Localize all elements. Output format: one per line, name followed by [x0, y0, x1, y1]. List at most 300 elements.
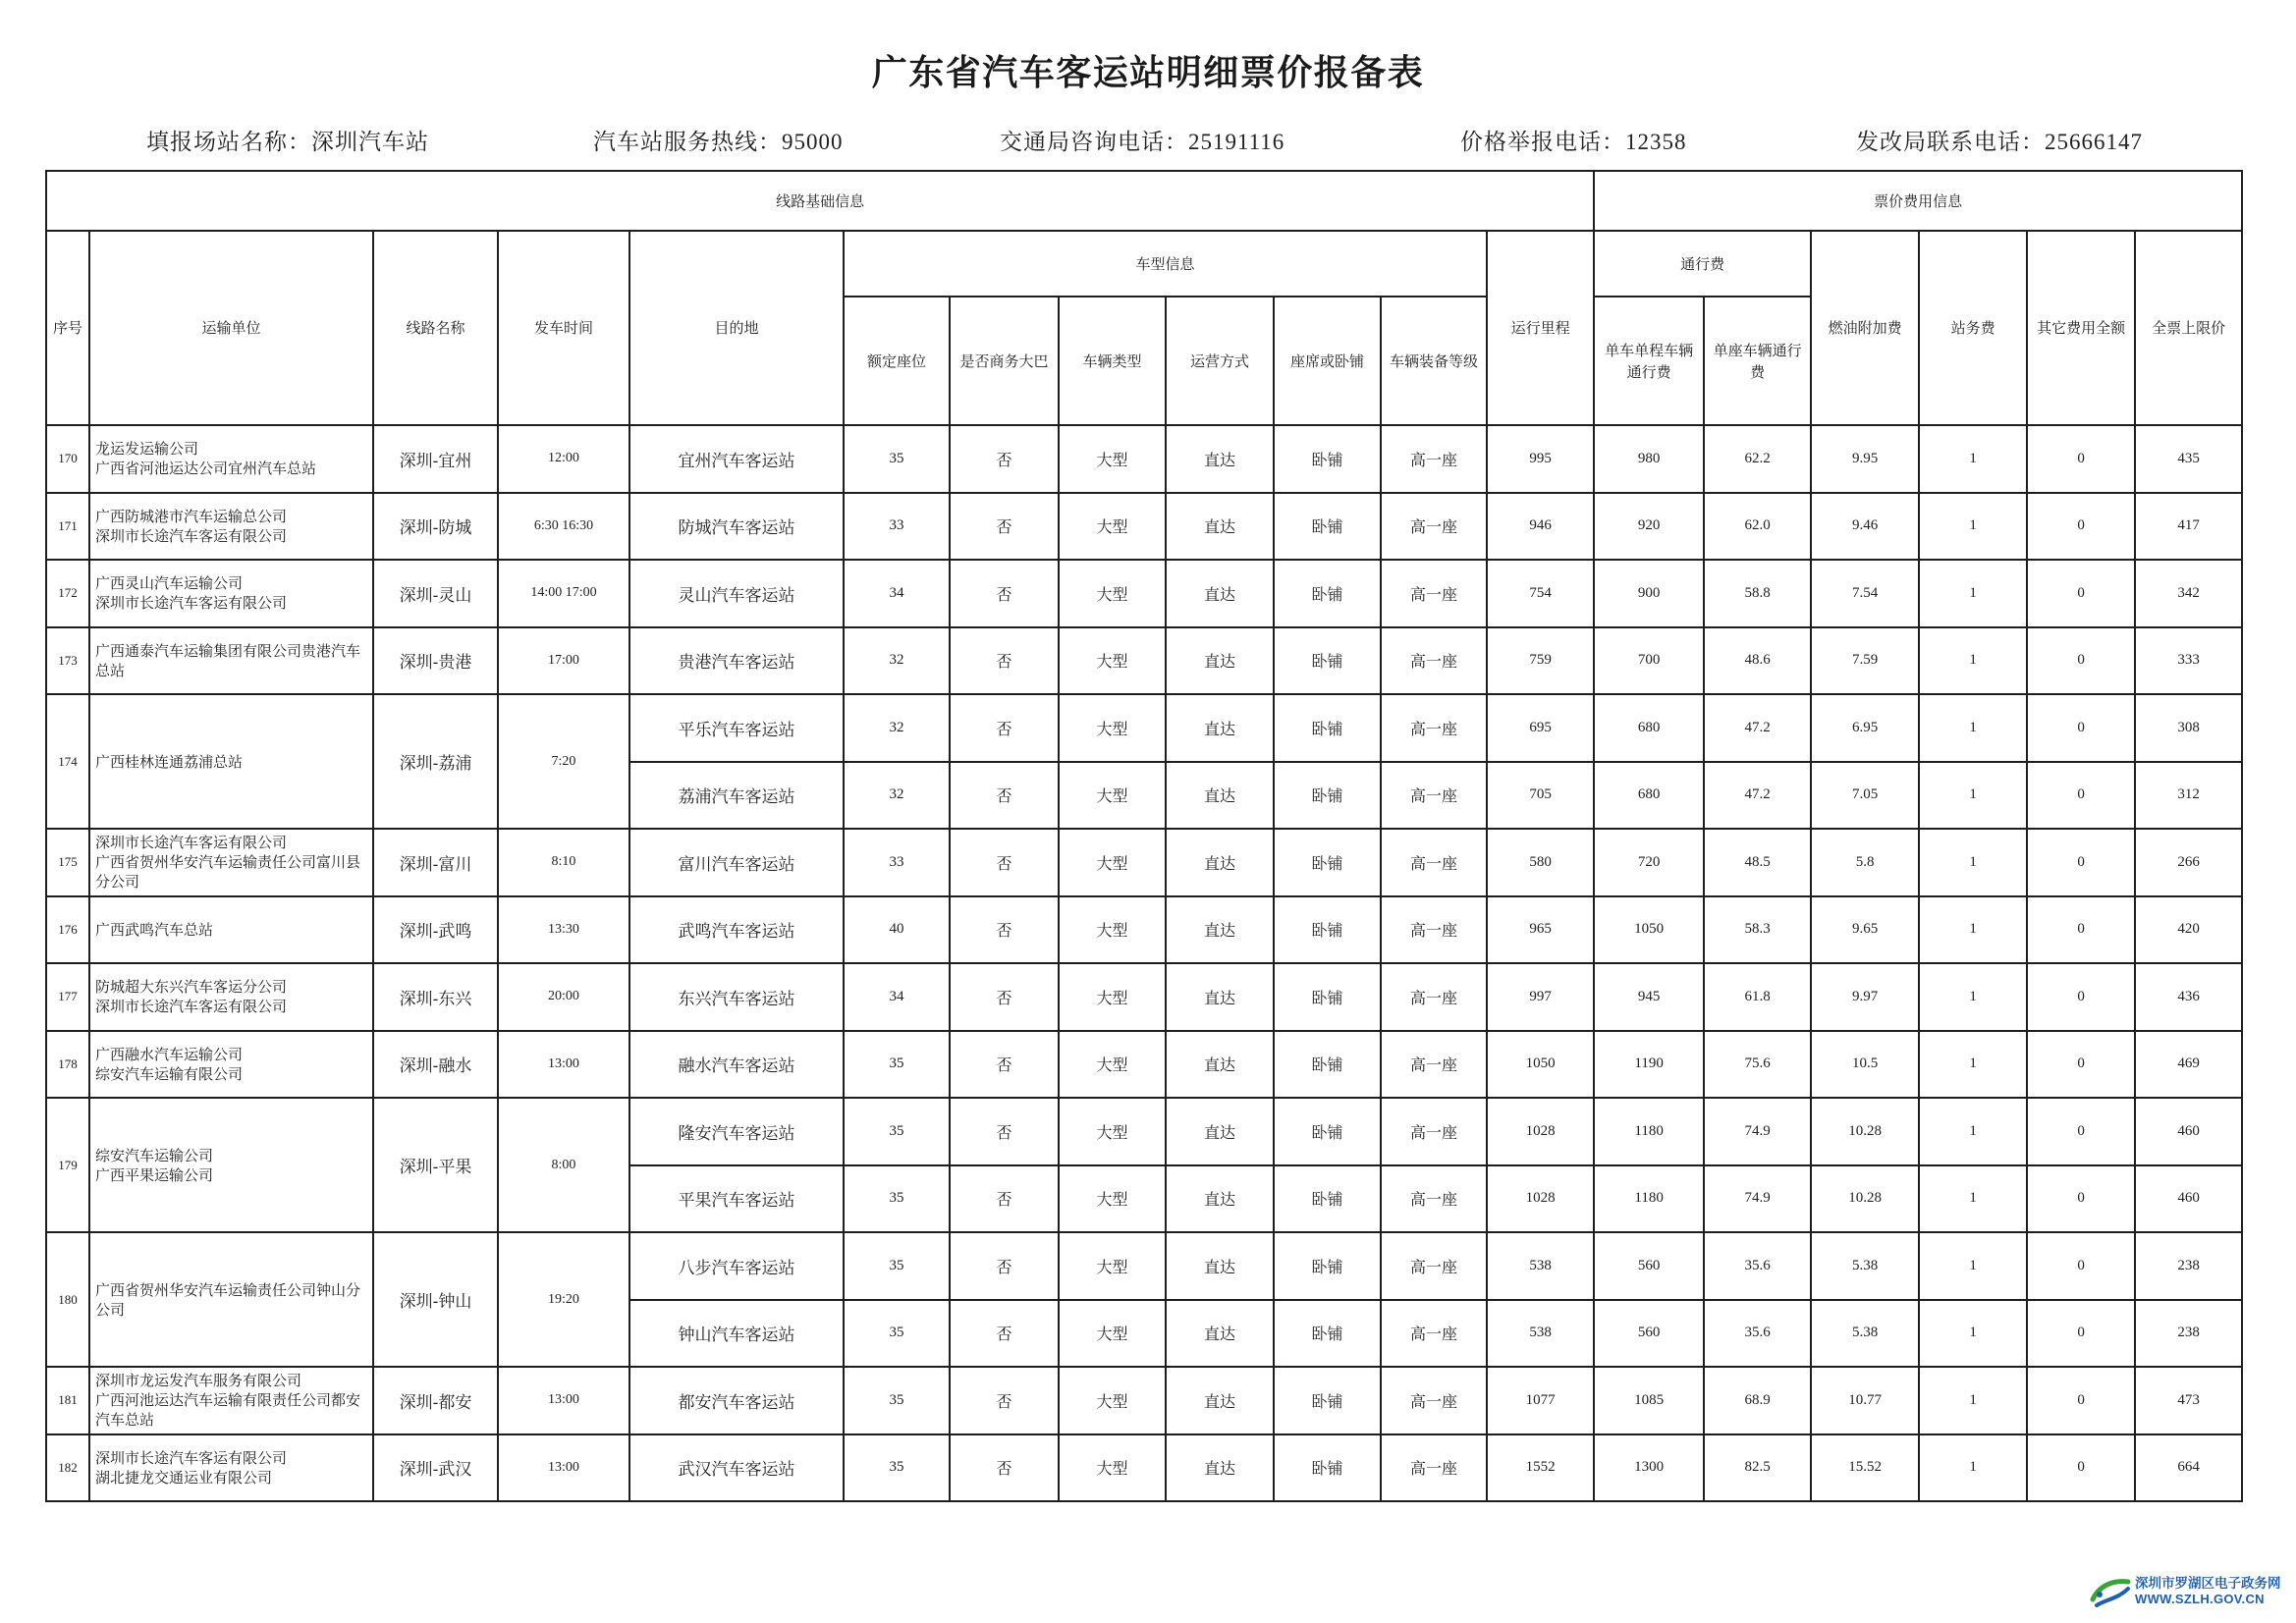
other-fee-cell: 0 — [2027, 963, 2135, 1031]
departure-time-cell: 8:00 — [498, 1098, 629, 1232]
vehicle-type-cell: 大型 — [1059, 560, 1166, 627]
equipment-grade-cell: 高一座 — [1381, 1098, 1487, 1165]
station-fee-cell: 1 — [1919, 1232, 2027, 1300]
table-body — [46, 425, 2242, 1501]
seat-or-berth-cell: 卧铺 — [1274, 1367, 1381, 1434]
vehicle-toll-cell: 920 — [1594, 493, 1704, 561]
rated-seats-cell: 35 — [844, 1098, 950, 1165]
other-fee-cell: 0 — [2027, 627, 2135, 695]
route-name-cell: 深圳-平果 — [373, 1098, 498, 1232]
transport-company-cell — [89, 896, 373, 964]
header-vehicle-toll: 单车单程车辆通行费 — [1594, 297, 1704, 425]
transport-bureau-phone-label: 交通局咨询电话： — [1000, 130, 1188, 155]
mileage-cell: 538 — [1487, 1300, 1594, 1368]
transport-company-cell — [89, 560, 373, 627]
route-name-cell: 深圳-东兴 — [373, 963, 498, 1031]
destination-cell: 都安汽车客运站 — [629, 1367, 844, 1434]
operation-mode-cell: 直达 — [1166, 1165, 1274, 1233]
vehicle-toll-cell: 945 — [1594, 963, 1704, 1031]
header-max-fare: 全票上限价 — [2135, 231, 2242, 425]
vehicle-type-cell: 大型 — [1059, 425, 1166, 493]
mileage-cell: 946 — [1487, 493, 1594, 561]
route-name-cell: 深圳-灵山 — [373, 560, 498, 627]
group-header-row — [46, 171, 2242, 231]
seat-or-berth-cell: 卧铺 — [1274, 1165, 1381, 1233]
station-fee-cell: 1 — [1919, 627, 2027, 695]
vehicle-toll-cell: 700 — [1594, 627, 1704, 695]
operation-mode-cell: 直达 — [1166, 1434, 1274, 1502]
vehicle-toll-cell: 1180 — [1594, 1165, 1704, 1233]
header-departure-time: 发车时间 — [498, 231, 629, 425]
other-fee-cell: 0 — [2027, 896, 2135, 964]
mileage-cell: 759 — [1487, 627, 1594, 695]
transport-company-name: 防城超大东兴汽车客运分公司 — [95, 978, 288, 997]
vehicle-toll-cell: 980 — [1594, 425, 1704, 493]
business-coach-cell: 否 — [950, 1300, 1059, 1368]
route-name-cell: 深圳-融水 — [373, 1031, 498, 1099]
vehicle-type-cell: 大型 — [1059, 1031, 1166, 1099]
destination-cell: 贵港汽车客运站 — [629, 627, 844, 695]
seat-toll-cell: 48.6 — [1704, 627, 1811, 695]
seat-toll-cell: 58.3 — [1704, 896, 1811, 964]
fuel-surcharge-cell: 7.05 — [1811, 762, 1919, 830]
transport-company-name: 深圳市长途汽车客运有限公司 — [95, 1448, 288, 1467]
table-row — [46, 1098, 2242, 1165]
seat-or-berth-cell: 卧铺 — [1274, 762, 1381, 830]
other-fee-cell: 0 — [2027, 560, 2135, 627]
transport-company-name: 深圳市长途汽车客运有限公司 — [95, 526, 288, 545]
other-fee-cell: 0 — [2027, 425, 2135, 493]
other-fee-cell: 0 — [2027, 1232, 2135, 1300]
fuel-surcharge-cell: 9.65 — [1811, 896, 1919, 964]
transport-company-name: 深圳市长途汽车客运有限公司 — [95, 834, 288, 852]
seat-or-berth-cell: 卧铺 — [1274, 560, 1381, 627]
header-fuel-surcharge: 燃油附加费 — [1811, 231, 1919, 425]
ndrc-phone-label: 发改局联系电话： — [1856, 130, 2045, 155]
row-number-cell: 178 — [46, 1031, 89, 1099]
mileage-cell: 965 — [1487, 896, 1594, 964]
business-coach-cell: 否 — [950, 1165, 1059, 1233]
vehicle-toll-cell: 900 — [1594, 560, 1704, 627]
other-fee-cell: 0 — [2027, 1098, 2135, 1165]
seat-or-berth-cell: 卧铺 — [1274, 493, 1381, 561]
other-fee-cell: 0 — [2027, 829, 2135, 896]
rated-seats-cell: 35 — [844, 1232, 950, 1300]
service-hotline-label: 汽车站服务热线： — [593, 130, 782, 155]
destination-cell: 融水汽车客运站 — [629, 1031, 844, 1099]
rated-seats-cell: 34 — [844, 963, 950, 1031]
other-fee-cell: 0 — [2027, 1300, 2135, 1368]
price-report-phone-label: 价格举报电话： — [1460, 130, 1625, 155]
seat-toll-cell: 47.2 — [1704, 762, 1811, 830]
equipment-grade-cell: 高一座 — [1381, 425, 1487, 493]
station-fee-cell: 1 — [1919, 1367, 2027, 1434]
rated-seats-cell: 40 — [844, 896, 950, 964]
business-coach-cell: 否 — [950, 493, 1059, 561]
vehicle-type-cell: 大型 — [1059, 762, 1166, 830]
transport-company-cell — [89, 694, 373, 829]
other-fee-cell: 0 — [2027, 762, 2135, 830]
header-vehicle-type: 车辆类型 — [1059, 297, 1166, 425]
route-name-cell: 深圳-防城 — [373, 493, 498, 561]
row-number-cell: 181 — [46, 1367, 89, 1434]
departure-time-cell: 14:00 17:00 — [498, 560, 629, 627]
equipment-grade-cell: 高一座 — [1381, 762, 1487, 830]
destination-cell: 宜州汽车客运站 — [629, 425, 844, 493]
vehicle-type-cell: 大型 — [1059, 627, 1166, 695]
transport-bureau-phone-value: 25191116 — [1188, 130, 1285, 154]
rated-seats-cell: 35 — [844, 1434, 950, 1502]
header-seq-no: 序号 — [46, 231, 89, 425]
destination-cell: 防城汽车客运站 — [629, 493, 844, 561]
rated-seats-cell: 35 — [844, 1031, 950, 1099]
route-name-cell: 深圳-贵港 — [373, 627, 498, 695]
transport-company-cell — [89, 829, 373, 896]
business-coach-cell: 否 — [950, 1098, 1059, 1165]
row-number-cell: 172 — [46, 560, 89, 627]
vehicle-toll-cell: 560 — [1594, 1232, 1704, 1300]
header-toll: 通行费 — [1594, 231, 1811, 297]
operation-mode-cell: 直达 — [1166, 963, 1274, 1031]
max-fare-cell: 469 — [2135, 1031, 2242, 1099]
other-fee-cell: 0 — [2027, 493, 2135, 561]
table-row — [46, 1367, 2242, 1434]
max-fare-cell: 308 — [2135, 694, 2242, 762]
transport-company-cell — [89, 1098, 373, 1232]
operation-mode-cell: 直达 — [1166, 425, 1274, 493]
vehicle-toll-cell: 680 — [1594, 694, 1704, 762]
operation-mode-cell: 直达 — [1166, 896, 1274, 964]
vehicle-toll-cell: 1180 — [1594, 1098, 1704, 1165]
rated-seats-cell: 32 — [844, 694, 950, 762]
transport-company-name: 广西融水汽车运输公司 — [95, 1045, 244, 1063]
transport-company-name: 广西平果运输公司 — [95, 1165, 214, 1184]
mileage-cell: 695 — [1487, 694, 1594, 762]
equipment-grade-cell: 高一座 — [1381, 1300, 1487, 1368]
ndrc-phone-field — [1856, 124, 2143, 156]
departure-time-cell: 7:20 — [498, 694, 629, 829]
price-report-phone-field — [1460, 124, 1687, 156]
transport-company-name: 湖北捷龙交通运业有限公司 — [95, 1468, 273, 1487]
business-coach-cell: 否 — [950, 896, 1059, 964]
row-number-cell: 174 — [46, 694, 89, 829]
station-name-label: 填报场站名称： — [146, 130, 311, 155]
transport-company-cell — [89, 1031, 373, 1099]
other-fee-cell: 0 — [2027, 1165, 2135, 1233]
transport-company-name: 深圳市长途汽车客运有限公司 — [95, 594, 288, 613]
other-fee-cell: 0 — [2027, 694, 2135, 762]
row-number-cell: 180 — [46, 1232, 89, 1367]
max-fare-cell: 312 — [2135, 762, 2242, 830]
equipment-grade-cell: 高一座 — [1381, 694, 1487, 762]
header-seat-toll: 单座车辆通行费 — [1704, 297, 1811, 425]
seat-or-berth-cell: 卧铺 — [1274, 896, 1381, 964]
seat-or-berth-cell: 卧铺 — [1274, 1232, 1381, 1300]
transport-company-cell — [89, 1434, 373, 1502]
fare-filing-table — [45, 170, 2243, 1502]
price-report-phone-value: 12358 — [1625, 130, 1687, 154]
station-name-field — [146, 124, 429, 156]
station-fee-cell: 1 — [1919, 560, 2027, 627]
vehicle-type-cell: 大型 — [1059, 1232, 1166, 1300]
vehicle-type-cell: 大型 — [1059, 1434, 1166, 1502]
destination-cell: 武汉汽车客运站 — [629, 1434, 844, 1502]
station-fee-cell: 1 — [1919, 1031, 2027, 1099]
table-row — [46, 1031, 2242, 1099]
service-hotline-value: 95000 — [782, 130, 844, 154]
route-name-cell: 深圳-富川 — [373, 829, 498, 896]
departure-time-cell: 13:30 — [498, 896, 629, 964]
vehicle-type-cell: 大型 — [1059, 694, 1166, 762]
fuel-surcharge-cell: 5.38 — [1811, 1300, 1919, 1368]
header-equipment-grade: 车辆装备等级 — [1381, 297, 1487, 425]
business-coach-cell: 否 — [950, 1232, 1059, 1300]
seat-or-berth-cell: 卧铺 — [1274, 1098, 1381, 1165]
transport-company-name: 广西武鸣汽车总站 — [95, 920, 214, 939]
logo-site-name: 深圳市罗湖区电子政务网 — [2135, 1576, 2281, 1592]
operation-mode-cell: 直达 — [1166, 1232, 1274, 1300]
destination-cell: 武鸣汽车客运站 — [629, 896, 844, 964]
vehicle-type-cell: 大型 — [1059, 1098, 1166, 1165]
header-other-fee: 其它费用全额 — [2027, 231, 2135, 425]
seat-or-berth-cell: 卧铺 — [1274, 1031, 1381, 1099]
operation-mode-cell: 直达 — [1166, 560, 1274, 627]
route-name-cell: 深圳-荔浦 — [373, 694, 498, 829]
vehicle-toll-cell: 720 — [1594, 829, 1704, 896]
seat-toll-cell: 62.2 — [1704, 425, 1811, 493]
max-fare-cell: 238 — [2135, 1232, 2242, 1300]
vehicle-toll-cell: 1085 — [1594, 1367, 1704, 1434]
seat-toll-cell: 61.8 — [1704, 963, 1811, 1031]
destination-cell: 钟山汽车客运站 — [629, 1300, 844, 1368]
departure-time-cell: 12:00 — [498, 425, 629, 493]
header-rated-seats: 额定座位 — [844, 297, 950, 425]
vehicle-type-cell: 大型 — [1059, 829, 1166, 896]
row-number-cell: 177 — [46, 963, 89, 1031]
operation-mode-cell: 直达 — [1166, 493, 1274, 561]
fuel-surcharge-cell: 15.52 — [1811, 1434, 1919, 1502]
row-number-cell: 179 — [46, 1098, 89, 1232]
station-fee-cell: 1 — [1919, 694, 2027, 762]
departure-time-cell: 6:30 16:30 — [498, 493, 629, 561]
row-number-cell: 173 — [46, 627, 89, 695]
operation-mode-cell: 直达 — [1166, 627, 1274, 695]
business-coach-cell: 否 — [950, 694, 1059, 762]
table-row — [46, 694, 2242, 762]
station-fee-cell: 1 — [1919, 963, 2027, 1031]
header-mileage: 运行里程 — [1487, 231, 1594, 425]
szlh-logo-icon — [2090, 1575, 2131, 1608]
site-logo — [2090, 1575, 2281, 1608]
equipment-grade-cell: 高一座 — [1381, 1434, 1487, 1502]
transport-company-name: 广西河池运达汽车运输有限责任公司都安汽车总站 — [95, 1391, 361, 1430]
row-number-cell: 170 — [46, 425, 89, 493]
station-name-value: 深圳汽车站 — [311, 130, 429, 154]
table-row — [46, 1434, 2242, 1502]
transport-company-name: 广西灵山汽车运输公司 — [95, 574, 244, 593]
destination-cell: 平乐汽车客运站 — [629, 694, 844, 762]
seat-or-berth-cell: 卧铺 — [1274, 1434, 1381, 1502]
route-name-cell: 深圳-宜州 — [373, 425, 498, 493]
business-coach-cell: 否 — [950, 1031, 1059, 1099]
mileage-cell: 997 — [1487, 963, 1594, 1031]
operation-mode-cell: 直达 — [1166, 1031, 1274, 1099]
vehicle-toll-cell: 1190 — [1594, 1031, 1704, 1099]
rated-seats-cell: 35 — [844, 425, 950, 493]
vehicle-toll-cell: 680 — [1594, 762, 1704, 830]
row-number-cell: 176 — [46, 896, 89, 964]
ndrc-phone-value: 25666147 — [2045, 130, 2143, 154]
transport-company-cell — [89, 627, 373, 695]
mileage-cell: 1028 — [1487, 1165, 1594, 1233]
max-fare-cell: 460 — [2135, 1165, 2242, 1233]
transport-company-name: 深圳市龙运发汽车服务有限公司 — [95, 1372, 302, 1390]
table-row — [46, 963, 2242, 1031]
seat-toll-cell: 47.2 — [1704, 694, 1811, 762]
route-name-cell: 深圳-武汉 — [373, 1434, 498, 1502]
transport-company-cell — [89, 1232, 373, 1367]
row-number-cell: 175 — [46, 829, 89, 896]
fuel-surcharge-cell: 9.46 — [1811, 493, 1919, 561]
mileage-cell: 1077 — [1487, 1367, 1594, 1434]
service-hotline-field — [593, 124, 844, 156]
station-fee-cell: 1 — [1919, 1098, 2027, 1165]
station-fee-cell: 1 — [1919, 493, 2027, 561]
max-fare-cell: 238 — [2135, 1300, 2242, 1368]
other-fee-cell: 0 — [2027, 1434, 2135, 1502]
business-coach-cell: 否 — [950, 425, 1059, 493]
seat-or-berth-cell: 卧铺 — [1274, 829, 1381, 896]
transport-company-name: 广西省贺州华安汽车运输责任公司钟山分公司 — [95, 1280, 361, 1319]
mileage-cell: 1552 — [1487, 1434, 1594, 1502]
mileage-cell: 1028 — [1487, 1098, 1594, 1165]
vehicle-type-cell: 大型 — [1059, 1165, 1166, 1233]
destination-cell: 八步汽车客运站 — [629, 1232, 844, 1300]
seat-toll-cell: 82.5 — [1704, 1434, 1811, 1502]
operation-mode-cell: 直达 — [1166, 1098, 1274, 1165]
seat-or-berth-cell: 卧铺 — [1274, 425, 1381, 493]
mileage-cell: 538 — [1487, 1232, 1594, 1300]
business-coach-cell: 否 — [950, 1434, 1059, 1502]
fuel-surcharge-cell: 10.77 — [1811, 1367, 1919, 1434]
equipment-grade-cell: 高一座 — [1381, 1367, 1487, 1434]
route-name-cell: 深圳-都安 — [373, 1367, 498, 1434]
rated-seats-cell: 33 — [844, 829, 950, 896]
equipment-grade-cell: 高一座 — [1381, 963, 1487, 1031]
transport-company-cell — [89, 425, 373, 493]
header-station-fee: 站务费 — [1919, 231, 2027, 425]
station-fee-cell: 1 — [1919, 829, 2027, 896]
seat-or-berth-cell: 卧铺 — [1274, 694, 1381, 762]
max-fare-cell: 460 — [2135, 1098, 2242, 1165]
equipment-grade-cell: 高一座 — [1381, 560, 1487, 627]
rated-seats-cell: 34 — [844, 560, 950, 627]
equipment-grade-cell: 高一座 — [1381, 627, 1487, 695]
header-route-name: 线路名称 — [373, 231, 498, 425]
vehicle-type-cell: 大型 — [1059, 1367, 1166, 1434]
seat-or-berth-cell: 卧铺 — [1274, 963, 1381, 1031]
table-row — [46, 560, 2242, 627]
seat-toll-cell: 35.6 — [1704, 1300, 1811, 1368]
seat-toll-cell: 58.8 — [1704, 560, 1811, 627]
transport-company-name: 广西桂林连通荔浦总站 — [95, 752, 244, 771]
departure-time-cell: 19:20 — [498, 1232, 629, 1367]
destination-cell: 隆安汽车客运站 — [629, 1098, 844, 1165]
transport-company-cell — [89, 493, 373, 561]
station-fee-cell: 1 — [1919, 1300, 2027, 1368]
operation-mode-cell: 直达 — [1166, 694, 1274, 762]
max-fare-cell: 473 — [2135, 1367, 2242, 1434]
route-name-cell: 深圳-钟山 — [373, 1232, 498, 1367]
max-fare-cell: 435 — [2135, 425, 2242, 493]
mileage-cell: 995 — [1487, 425, 1594, 493]
mileage-cell: 1050 — [1487, 1031, 1594, 1099]
max-fare-cell: 333 — [2135, 627, 2242, 695]
equipment-grade-cell: 高一座 — [1381, 829, 1487, 896]
station-fee-cell: 1 — [1919, 896, 2027, 964]
max-fare-cell: 417 — [2135, 493, 2242, 561]
destination-cell: 东兴汽车客运站 — [629, 963, 844, 1031]
departure-time-cell: 13:00 — [498, 1031, 629, 1099]
departure-time-cell: 17:00 — [498, 627, 629, 695]
business-coach-cell: 否 — [950, 560, 1059, 627]
other-fee-cell: 0 — [2027, 1367, 2135, 1434]
transport-company-name: 龙运发运输公司 — [95, 440, 199, 459]
station-fee-cell: 1 — [1919, 762, 2027, 830]
destination-cell: 灵山汽车客运站 — [629, 560, 844, 627]
max-fare-cell: 266 — [2135, 829, 2242, 896]
operation-mode-cell: 直达 — [1166, 829, 1274, 896]
departure-time-cell: 8:10 — [498, 829, 629, 896]
vehicle-type-cell: 大型 — [1059, 963, 1166, 1031]
header-vehicle-info: 车型信息 — [844, 231, 1487, 297]
transport-company-cell — [89, 1367, 373, 1434]
business-coach-cell: 否 — [950, 829, 1059, 896]
other-fee-cell: 0 — [2027, 1031, 2135, 1099]
departure-time-cell: 13:00 — [498, 1367, 629, 1434]
transport-company-name: 综安汽车运输公司 — [95, 1146, 214, 1164]
header-route-basic-info: 线路基础信息 — [46, 171, 1594, 231]
equipment-grade-cell: 高一座 — [1381, 493, 1487, 561]
fuel-surcharge-cell: 6.95 — [1811, 694, 1919, 762]
vehicle-toll-cell: 560 — [1594, 1300, 1704, 1368]
fuel-surcharge-cell: 10.28 — [1811, 1098, 1919, 1165]
vehicle-type-cell: 大型 — [1059, 1300, 1166, 1368]
vehicle-type-cell: 大型 — [1059, 493, 1166, 561]
vehicle-toll-cell: 1300 — [1594, 1434, 1704, 1502]
rated-seats-cell: 32 — [844, 762, 950, 830]
table-row — [46, 493, 2242, 561]
transport-company-cell — [89, 963, 373, 1031]
table-row — [46, 627, 2242, 695]
vehicle-type-cell: 大型 — [1059, 896, 1166, 964]
header-destination: 目的地 — [629, 231, 844, 425]
station-fee-cell: 1 — [1919, 1434, 2027, 1502]
transport-company-name: 广西省贺州华安汽车运输责任公司富川县分公司 — [95, 853, 361, 892]
rated-seats-cell: 35 — [844, 1367, 950, 1434]
transport-company-name: 综安汽车运输有限公司 — [95, 1064, 244, 1083]
business-coach-cell: 否 — [950, 627, 1059, 695]
table-row — [46, 896, 2242, 964]
max-fare-cell: 664 — [2135, 1434, 2242, 1502]
max-fare-cell: 342 — [2135, 560, 2242, 627]
business-coach-cell: 否 — [950, 762, 1059, 830]
transport-company-name: 广西防城港市汽车运输总公司 — [95, 507, 288, 525]
mileage-cell: 580 — [1487, 829, 1594, 896]
row-number-cell: 182 — [46, 1434, 89, 1502]
operation-mode-cell: 直达 — [1166, 1300, 1274, 1368]
max-fare-cell: 420 — [2135, 896, 2242, 964]
